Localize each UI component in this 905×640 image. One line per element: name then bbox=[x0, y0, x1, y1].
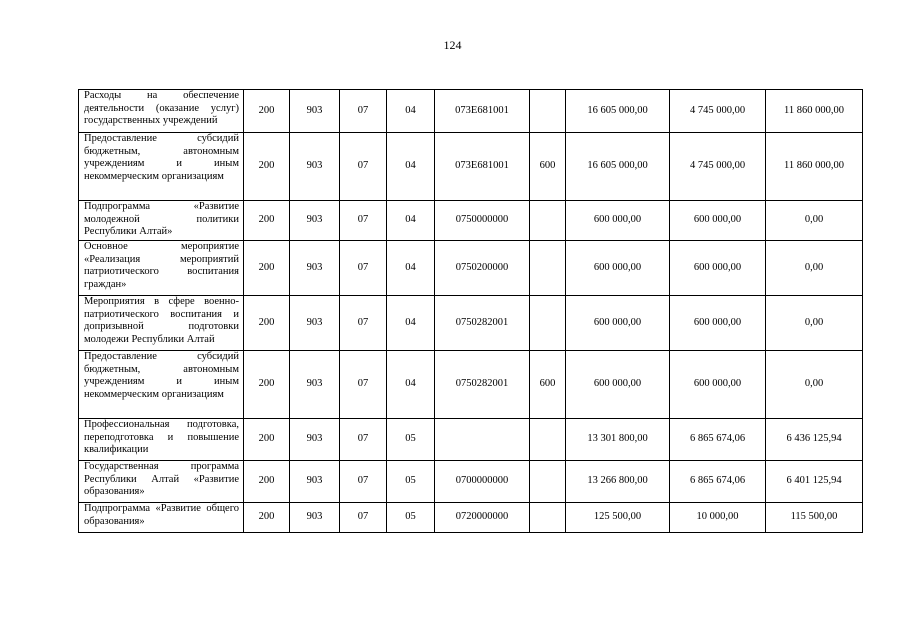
row-expense-type bbox=[530, 241, 566, 296]
row-target-article: 0700000000 bbox=[435, 461, 530, 503]
row-grbs-code: 903 bbox=[290, 461, 340, 503]
row-section-code: 07 bbox=[340, 90, 387, 133]
row-name: Основное мероприятие «Реализация мероприятий патриотического воспитания граждан» bbox=[79, 241, 244, 296]
row-subsection-code: 04 bbox=[387, 133, 435, 201]
row-grbs-code: 903 bbox=[290, 90, 340, 133]
row-name: Предоставление субсидий бюджетным, автономным учреждениям и иным некоммерческим организациям bbox=[79, 133, 244, 201]
budget-table bbox=[78, 89, 863, 533]
row-subsection-code: 04 bbox=[387, 201, 435, 241]
row-sum-part2: 0,00 bbox=[766, 241, 863, 296]
row-adm-code: 200 bbox=[244, 133, 290, 201]
row-adm-code: 200 bbox=[244, 201, 290, 241]
row-expense-type bbox=[530, 296, 566, 351]
row-adm-code: 200 bbox=[244, 241, 290, 296]
row-sum-part1: 6 865 674,06 bbox=[670, 419, 766, 461]
row-expense-type bbox=[530, 503, 566, 533]
row-target-article: 0720000000 bbox=[435, 503, 530, 533]
row-subsection-code: 05 bbox=[387, 419, 435, 461]
row-adm-code: 200 bbox=[244, 503, 290, 533]
row-name: Подпрограмма «Развитие молодежной политики Республики Алтай» bbox=[79, 201, 244, 241]
row-adm-code: 200 bbox=[244, 419, 290, 461]
row-subsection-code: 04 bbox=[387, 296, 435, 351]
page-number: 124 bbox=[443, 38, 462, 52]
row-sum-part1: 600 000,00 bbox=[670, 296, 766, 351]
row-sum-part2: 115 500,00 bbox=[766, 503, 863, 533]
row-name: Подпрограмма «Развитие общего образования» bbox=[79, 503, 244, 533]
row-adm-code: 200 bbox=[244, 461, 290, 503]
row-grbs-code: 903 bbox=[290, 503, 340, 533]
row-expense-type bbox=[530, 419, 566, 461]
row-target-article: 073E681001 bbox=[435, 133, 530, 201]
table-row bbox=[79, 296, 863, 351]
row-expense-type: 600 bbox=[530, 351, 566, 419]
table-row bbox=[79, 461, 863, 503]
row-sum-part2: 0,00 bbox=[766, 351, 863, 419]
row-sum-part2: 0,00 bbox=[766, 201, 863, 241]
row-sum-part2: 6 401 125,94 bbox=[766, 461, 863, 503]
row-sum-part2: 0,00 bbox=[766, 296, 863, 351]
table-row bbox=[79, 351, 863, 419]
row-sum-total: 600 000,00 bbox=[566, 296, 670, 351]
row-section-code: 07 bbox=[340, 461, 387, 503]
row-adm-code: 200 bbox=[244, 351, 290, 419]
row-expense-type bbox=[530, 201, 566, 241]
row-expense-type bbox=[530, 90, 566, 133]
row-section-code: 07 bbox=[340, 351, 387, 419]
row-sum-total: 600 000,00 bbox=[566, 351, 670, 419]
row-target-article: 0750282001 bbox=[435, 296, 530, 351]
row-expense-type: 600 bbox=[530, 133, 566, 201]
table-row bbox=[79, 241, 863, 296]
row-adm-code: 200 bbox=[244, 296, 290, 351]
row-grbs-code: 903 bbox=[290, 296, 340, 351]
row-grbs-code: 903 bbox=[290, 201, 340, 241]
row-sum-part1: 6 865 674,06 bbox=[670, 461, 766, 503]
row-sum-total: 16 605 000,00 bbox=[566, 133, 670, 201]
row-section-code: 07 bbox=[340, 296, 387, 351]
row-target-article: 073E681001 bbox=[435, 90, 530, 133]
row-target-article: 0750282001 bbox=[435, 351, 530, 419]
row-section-code: 07 bbox=[340, 133, 387, 201]
table-row bbox=[79, 133, 863, 201]
row-section-code: 07 bbox=[340, 503, 387, 533]
row-name: Мероприятия в сфере военно-патриотического воспитания и допризывной подготовки молодежи Республики Алтай bbox=[79, 296, 244, 351]
row-sum-total: 16 605 000,00 bbox=[566, 90, 670, 133]
row-grbs-code: 903 bbox=[290, 351, 340, 419]
row-subsection-code: 05 bbox=[387, 461, 435, 503]
row-sum-total: 125 500,00 bbox=[566, 503, 670, 533]
row-section-code: 07 bbox=[340, 419, 387, 461]
row-sum-total: 600 000,00 bbox=[566, 241, 670, 296]
row-sum-part1: 600 000,00 bbox=[670, 241, 766, 296]
row-sum-part2: 11 860 000,00 bbox=[766, 90, 863, 133]
row-adm-code: 200 bbox=[244, 90, 290, 133]
row-sum-total: 600 000,00 bbox=[566, 201, 670, 241]
row-sum-part1: 600 000,00 bbox=[670, 201, 766, 241]
table-row bbox=[79, 503, 863, 533]
row-target-article: 0750000000 bbox=[435, 201, 530, 241]
row-sum-part1: 4 745 000,00 bbox=[670, 133, 766, 201]
row-subsection-code: 04 bbox=[387, 241, 435, 296]
row-subsection-code: 04 bbox=[387, 90, 435, 133]
row-section-code: 07 bbox=[340, 241, 387, 296]
row-sum-total: 13 266 800,00 bbox=[566, 461, 670, 503]
row-sum-part2: 11 860 000,00 bbox=[766, 133, 863, 201]
table-row bbox=[79, 201, 863, 241]
row-sum-part1: 10 000,00 bbox=[670, 503, 766, 533]
row-grbs-code: 903 bbox=[290, 133, 340, 201]
row-section-code: 07 bbox=[340, 201, 387, 241]
row-name: Расходы на обеспечение деятельности (оказание услуг) государственных учреждений bbox=[79, 90, 244, 133]
row-grbs-code: 903 bbox=[290, 419, 340, 461]
row-name: Профессиональная подготовка, переподготовка и повышение квалификации bbox=[79, 419, 244, 461]
row-name: Государственная программа Республики Алтай «Развитие образования» bbox=[79, 461, 244, 503]
row-grbs-code: 903 bbox=[290, 241, 340, 296]
row-target-article: 0750200000 bbox=[435, 241, 530, 296]
row-expense-type bbox=[530, 461, 566, 503]
row-subsection-code: 04 bbox=[387, 351, 435, 419]
row-sum-part2: 6 436 125,94 bbox=[766, 419, 863, 461]
row-target-article bbox=[435, 419, 530, 461]
row-sum-part1: 4 745 000,00 bbox=[670, 90, 766, 133]
row-sum-part1: 600 000,00 bbox=[670, 351, 766, 419]
row-name: Предоставление субсидий бюджетным, автономным учреждениям и иным некоммерческим организациям bbox=[79, 351, 244, 419]
table-row bbox=[79, 90, 863, 133]
table-row bbox=[79, 419, 863, 461]
row-sum-total: 13 301 800,00 bbox=[566, 419, 670, 461]
row-subsection-code: 05 bbox=[387, 503, 435, 533]
